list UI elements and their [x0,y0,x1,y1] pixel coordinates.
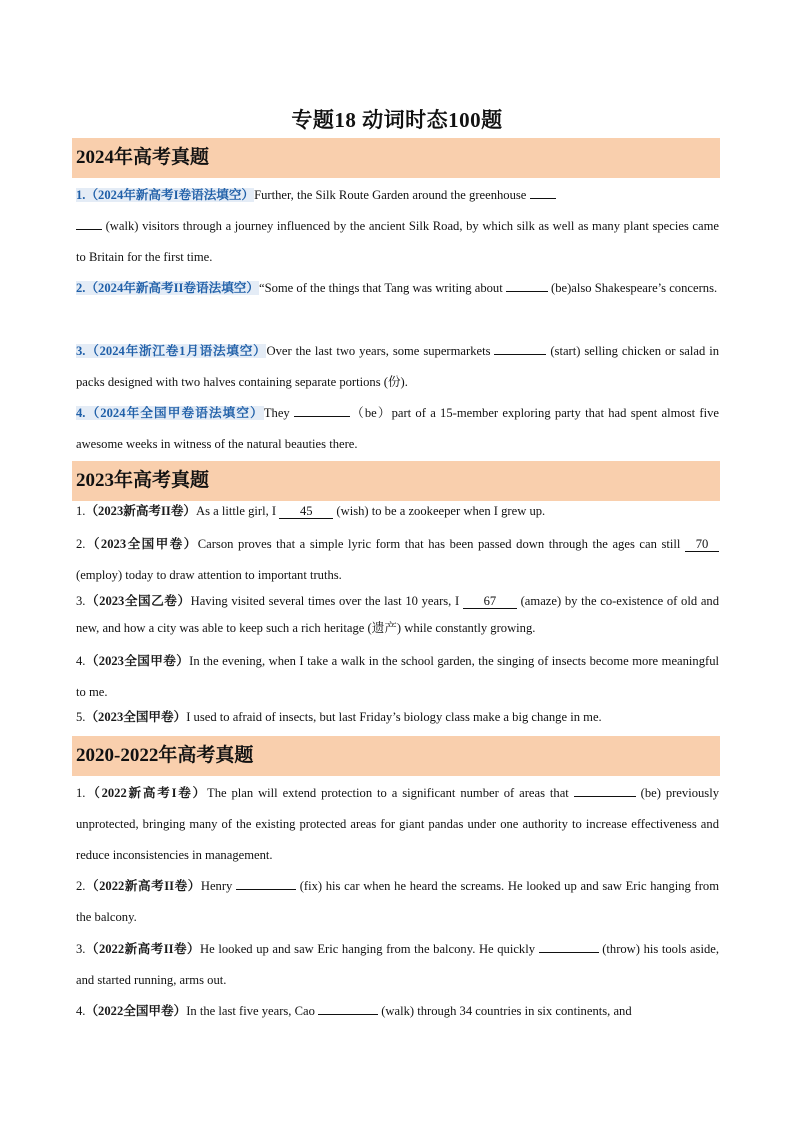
question-2023-1 [76,498,719,525]
question-source: （2024年新高考I卷语法填空） [85,188,255,202]
question-source: （2022全国甲卷） [85,1004,187,1018]
question-source: （2023全国甲卷） [85,710,187,724]
question-2024-2 [76,273,719,304]
question-number: 5. [76,710,86,724]
question-2022-2 [76,871,719,933]
answer-blank [539,938,599,953]
question-number: 4. [76,1004,86,1018]
question-source: （2023全国乙卷） [85,594,191,608]
question-text: (wish) to be a zookeeper when I grew up. [333,504,546,518]
question-text: Having visited several times over the last 10 years, I [190,594,463,608]
answer-blank [530,184,556,199]
question-2022-3 [76,934,719,996]
question-text: Henry [200,879,237,893]
question-number: 1. [76,504,86,518]
question-source: （2022新高考I卷） [85,786,207,800]
question-text: Further, the Silk Route Garden around the greenhouse [254,188,530,202]
answer-blank-continued [76,215,102,230]
answer-blank: 67 [463,594,517,609]
question-source: （2023新高考II卷） [85,504,197,518]
section-heading-2023: 2023年高考真题 [72,461,720,501]
question-2024-3 [76,336,719,398]
section-heading-2024: 2024年高考真题 [72,138,720,178]
question-text: (start) selling chicken or salad in packs designed with two halves containing separate portions (份). [76,344,720,389]
question-source: （2023全国甲卷） [85,654,190,668]
question-text: (walk) through 34 countries in six continents, and [378,1004,632,1018]
question-2023-3 [76,588,719,642]
question-text: Over the last two years, some supermarkets [266,344,495,358]
question-source: （2023全国甲卷） [85,537,198,551]
question-source: （2022新高考II卷） [85,879,201,893]
question-text: (amaze) by the co-existence of old and new, and how a city was able to keep such a rich heritage (遗产) while constantly growing. [76,594,720,635]
question-text: (throw) his tools aside, and started running, arms out. [76,942,719,987]
question-number: 1. [76,188,86,202]
question-source: （2022新高考II卷） [85,942,201,956]
question-text: “Some of the things that Tang was writing about [258,281,506,295]
question-2022-1 [76,778,719,871]
question-2022-4 [76,996,719,1027]
question-text: In the evening, when I take a walk in the school garden, the singing of insects become more meaningful to me. [76,654,720,699]
question-number: 4. [76,406,86,420]
question-2023-5 [76,704,719,731]
question-text: (fix) his car when he heard the screams. He looked up and saw Eric hanging from the balcony. [76,879,720,924]
question-number: 4. [76,654,86,668]
answer-blank: 45 [279,504,333,519]
answer-blank [506,277,548,292]
question-text: （be）part of a 15-member exploring party that had spent almost five awesome weeks in witness of the natural beauties there. [76,406,719,451]
question-text: I used to afraid of insects, but last Friday’s biology class make a big change in me. [186,710,602,724]
section-heading-2020-2022: 2020-2022年高考真题 [72,736,720,776]
question-number: 2. [76,879,86,893]
question-text: (be) previously unprotected, bringing many of the existing protected areas for giant pandas under one authority to increase effectiveness and reduce inconsistencies in management. [76,786,719,862]
answer-blank [236,875,296,890]
answer-blank [294,402,350,417]
question-text: As a little girl, I [196,504,280,518]
question-text: (walk) visitors through a journey influenced by the ancient Silk Road, by which silk as well as many plant species came to Britain for the first time. [76,219,719,264]
question-number: 1. [76,786,86,800]
question-number: 3. [76,594,86,608]
question-number: 3. [76,344,86,358]
answer-blank [574,782,636,797]
answer-blank: 70 [685,537,719,552]
question-text: In the last five years, Cao [186,1004,319,1018]
page-title: 专题18 动词时态100题 [291,108,503,132]
answer-blank [494,340,546,355]
question-text: (employ) today to draw attention to important truths. [76,568,342,582]
question-text: The plan will extend protection to a significant number of areas that [207,786,574,800]
question-source: （2024年新高考II卷语法填空） [85,281,259,295]
question-source: （2024年全国甲卷语法填空） [85,406,264,420]
question-number: 3. [76,942,86,956]
question-text: (be)also Shakespeare’s concerns. [547,281,718,295]
question-2023-4 [76,646,719,708]
question-number: 2. [76,537,86,551]
question-2024-1 [76,180,719,273]
question-2023-2 [76,529,719,591]
question-text: He looked up and saw Eric hanging from the balcony. He quickly [200,942,539,956]
question-number: 2. [76,281,86,295]
question-source: （2024年浙江卷1月语法填空） [85,344,267,358]
answer-blank [318,1000,378,1015]
question-text: Carson proves that a simple lyric form that has been passed down through the ages can still [197,537,685,551]
question-2024-4 [76,398,719,460]
question-text: They [263,406,294,420]
